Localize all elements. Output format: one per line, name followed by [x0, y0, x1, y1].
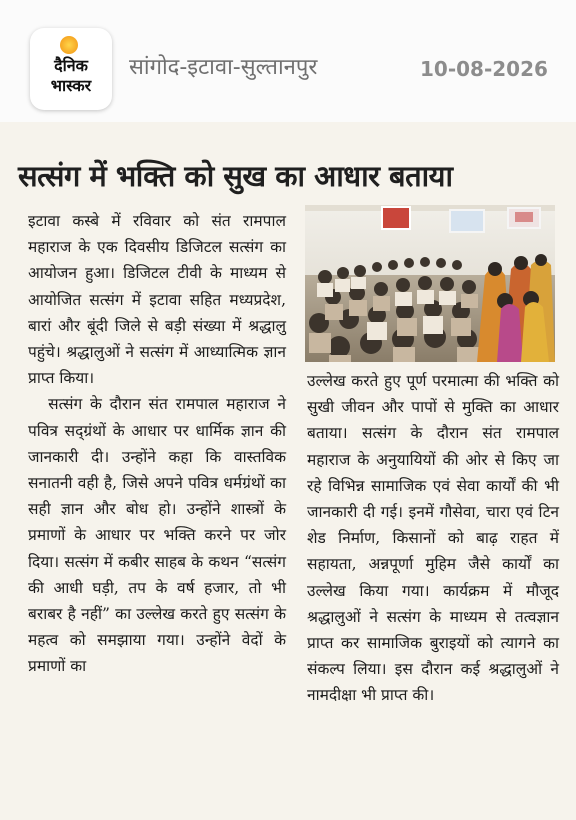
- article-column-right: [307, 368, 559, 709]
- sun-icon: [60, 36, 78, 54]
- article-headline: सत्संग में भक्ति को सुख का आधार बताया: [18, 159, 453, 193]
- dainik-bhaskar-logo[interactable]: [30, 28, 112, 110]
- article-paragraph: सत्संग के दौरान संत रामपाल महाराज ने पवित्र सद्ग्रंथों के आधार पर धार्मिक ज्ञान की जानकारी दी। उन्होंने कहा कि वास्तविक सनातनी वही है, जिसे अपने पवित्र धर्मग्रंथों का सही ज्ञान और बोध हो। उन्होंने शास्त्रों के प्रमाणों के आधार पर भक्ति करने पर जोर दिया। सत्संग में कबीर साहब के कथन “सत्संग की आधी घड़ी, तप के वर्ष हजार, तो भी बराबर है नहीं” का उल्लेख करते हुए सत्संग के महत्व को समझाया गया। उन्होंने वेदों के प्रमाणों का: [28, 395, 286, 676]
- article-paragraph: इटावा कस्बे में रविवार को संत रामपाल महाराज के एक दिवसीय डिजिटल सत्संग का आयोजन हुआ। डिजिटल टीवी के माध्यम से आयोजित सत्संग में इटावा सहित मध्यप्रदेश, बारां और बूंदी जिले से बड़ी संख्या में श्रद्धालु पहुंचे। श्रद्धालुओं ने सत्संग में आध्यात्मिक ज्ञान प्राप्त किया।: [28, 212, 286, 388]
- satsang-photo-image: [305, 205, 555, 362]
- logo-text-line1: दैनिक: [54, 56, 88, 75]
- logo-text-line2: भास्कर: [50, 76, 92, 95]
- article-paragraph: उल्लेख करते हुए पूर्ण परमात्मा की भक्ति को सुखी जीवन और पापों से मुक्ति का आधार बताया। सत्संग के दौरान संत रामपाल महाराज के अनुयायियों की ओर से किए जा रहे विभिन्न सामाजिक एवं सेवा कार्यों की भी जानकारी दी गई। इनमें गौसेवा, चारा एवं टिन शेड निर्माण, किसानों को बाढ़ राहत में सहायता, अन्नपूर्णा मुहिम जैसे कार्यों का उल्लेख किया गया। कार्यक्रम में मौजूद श्रद्धालुओं ने सत्संग के माध्यम से तत्वज्ञान प्राप्त कर सामाजिक बुराइयों को त्यागने का संकल्प लिया। इस दौरान कई श्रद्धालुओं ने नामदीक्षा भी प्राप्त की।: [307, 372, 559, 705]
- app-header: [0, 0, 576, 122]
- satsang-photo: [305, 205, 555, 362]
- edition-date: 10-08-2026: [420, 57, 548, 81]
- article-column-left: [28, 208, 286, 680]
- edition-place: सांगोद-इटावा-सुल्तानपुर: [129, 55, 318, 80]
